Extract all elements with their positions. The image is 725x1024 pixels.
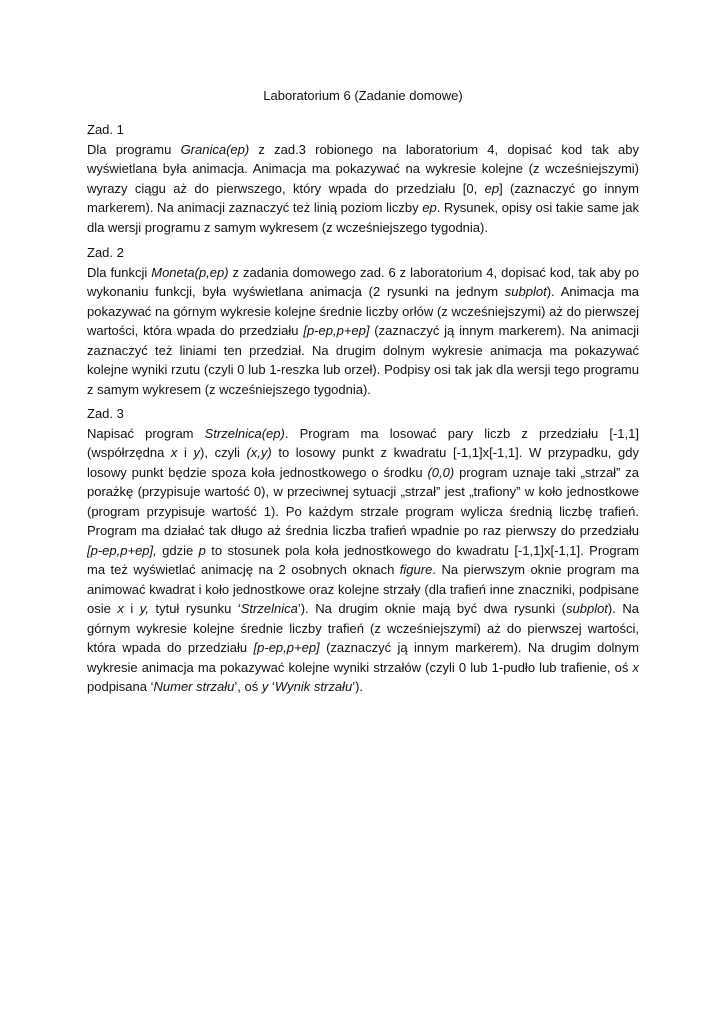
italic-term: subplot bbox=[566, 601, 608, 616]
text-run: (zaznaczyć ją innym markerem). Na animacji zaznaczyć też liniami ten przedział. Na drugim dolnym wykresie animacja ma pokazywać kolejne wyniki rzutu (czyli 0 lub 1-reszka lub orzeł). Podpisy osi tak jak dla wersji tego programu z samym wykresem (z wcześniejszego tygodnia). bbox=[87, 323, 639, 397]
text-run: tytuł rysunku ‘ bbox=[148, 601, 241, 616]
text-run: program uznaje taki „strzał” za porażkę (przypisuje wartość 0), w przeciwnej sytuacji „strzał” jest „trafiony” w koło jednostkowe (program przypisuje wartość 1). Po każdym strzale program wylicza średnią liczbę trafień. Program ma działać tak długo aż średnia liczba trafień wpadnie po raz pierwszy do przedziału bbox=[87, 464, 640, 538]
text-run: to stosunek pola koła jednostkowego do kwadratu [-1,1]x[-1,1]. Program ma też wyświetlać animację na 2 osobnych oknach bbox=[87, 542, 640, 577]
text-run: ). Na górnym wykresie kolejne średnie liczby trafień (z wcześniejszymi) aż do pierwszej wartości, która wpada do przedziału bbox=[87, 601, 639, 655]
text-run: ] (zaznaczyć go innym markerem). Na animacji zaznaczyć też linią poziom liczby bbox=[87, 180, 639, 215]
task-body-1 bbox=[87, 140, 639, 238]
italic-term: Moneta(p,ep) bbox=[151, 264, 229, 280]
text-run: ’). bbox=[352, 679, 364, 694]
italic-term: Numer strzału bbox=[153, 679, 235, 694]
text-run: ’, oś bbox=[234, 679, 262, 694]
text-run: . Rysunek, opisy osi takie same jak dla wersji programu z samym wykresem (z wcześniejszego tygodnia). bbox=[87, 200, 639, 235]
task-section-2 bbox=[87, 243, 639, 399]
text-run: (zaznaczyć ją innym markerem). Na drugim dolnym wykresie animacja ma pokazywać kolejne wyniki strzałów (czyli 0 lub 1-pudło lub trafienie, oś bbox=[87, 640, 639, 675]
italic-term: subplot bbox=[504, 284, 547, 299]
italic-term: ep bbox=[422, 200, 437, 215]
document-page bbox=[87, 0, 639, 1024]
task-heading-3: Zad. 3 bbox=[87, 406, 124, 421]
text-run: Dla programu bbox=[87, 141, 181, 157]
italic-term: ep bbox=[484, 180, 500, 196]
text-run: to losowy punkt z kwadratu [-1,1]x[-1,1]. W przypadku, gdy losowy punkt będzie spoza koła jednostkowego o środku bbox=[87, 445, 639, 480]
italic-term: Granica(ep) bbox=[180, 141, 250, 157]
italic-term: x bbox=[170, 445, 178, 460]
task-heading-1: Zad. 1 bbox=[87, 122, 124, 137]
italic-term: p bbox=[198, 542, 206, 558]
italic-term: figure bbox=[399, 562, 433, 577]
text-run: podpisana ‘ bbox=[87, 679, 154, 694]
task-body-3 bbox=[87, 424, 639, 697]
document-title: Laboratorium 6 (Zadanie domowe) bbox=[263, 88, 463, 103]
task-section-3 bbox=[87, 404, 639, 697]
text-run: ). Animacja ma pokazywać na górnym wykresie kolejne średnie liczby orłów (z wcześniejszymi) aż do pierwszej wartości, która wpada do przedziału bbox=[87, 284, 639, 338]
task-heading-2: Zad. 2 bbox=[87, 245, 124, 260]
italic-term: [p-ep,p+ep], bbox=[87, 542, 157, 558]
task-body-2 bbox=[87, 263, 639, 400]
text-run: Dla funkcji bbox=[87, 264, 152, 280]
text-run: z zadania domowego zad. 6 z laboratorium 4, dopisać kod, tak aby po wykonaniu funkcji, była wyświetlana animacja (2 rysunki na jednym bbox=[87, 264, 640, 299]
text-run: ), czyli bbox=[200, 445, 247, 460]
italic-term: Strzelnica bbox=[240, 601, 298, 616]
italic-term: [p-ep,p+ep] bbox=[303, 323, 370, 338]
italic-term: [p-ep,p+ep] bbox=[253, 640, 320, 655]
italic-term: (x,y) bbox=[246, 445, 272, 460]
text-run: z zad.3 robionego na laboratorium 4, dopisać kod tak aby wyświetlana była animacja. Animacja ma pokazywać na wykresie kolejne (z wcześniejszymi) wyrazy ciągu aż do pierwszego, który wpada do przedziału [0, bbox=[87, 141, 640, 196]
italic-term: x bbox=[117, 601, 124, 616]
italic-term: y, bbox=[139, 601, 149, 616]
text-run: Napisać program bbox=[87, 425, 205, 441]
task-section-1 bbox=[87, 120, 639, 237]
italic-term: Strzelnica(ep) bbox=[204, 425, 285, 441]
italic-term: y bbox=[261, 679, 269, 694]
italic-term: Wynik strzału bbox=[274, 679, 353, 694]
text-run: i bbox=[123, 601, 140, 616]
text-run: . Na pierwszym oknie program ma animować kwadrat i koło jednostkowe oraz kolejne strzały (dla trafień inne znaczniki, podpisane osie bbox=[87, 562, 639, 616]
italic-term: y bbox=[193, 445, 201, 460]
italic-term: (0,0) bbox=[427, 464, 455, 480]
italic-term: x bbox=[632, 659, 639, 675]
text-run: gdzie bbox=[156, 542, 199, 558]
text-run: ‘ bbox=[268, 679, 275, 694]
text-run: i bbox=[177, 445, 194, 460]
text-run: ’). Na drugim oknie mają być dwa rysunki ( bbox=[297, 601, 566, 616]
text-run: . Program ma losować pary liczb z przedziału [-1,1] (współrzędna bbox=[87, 425, 639, 460]
